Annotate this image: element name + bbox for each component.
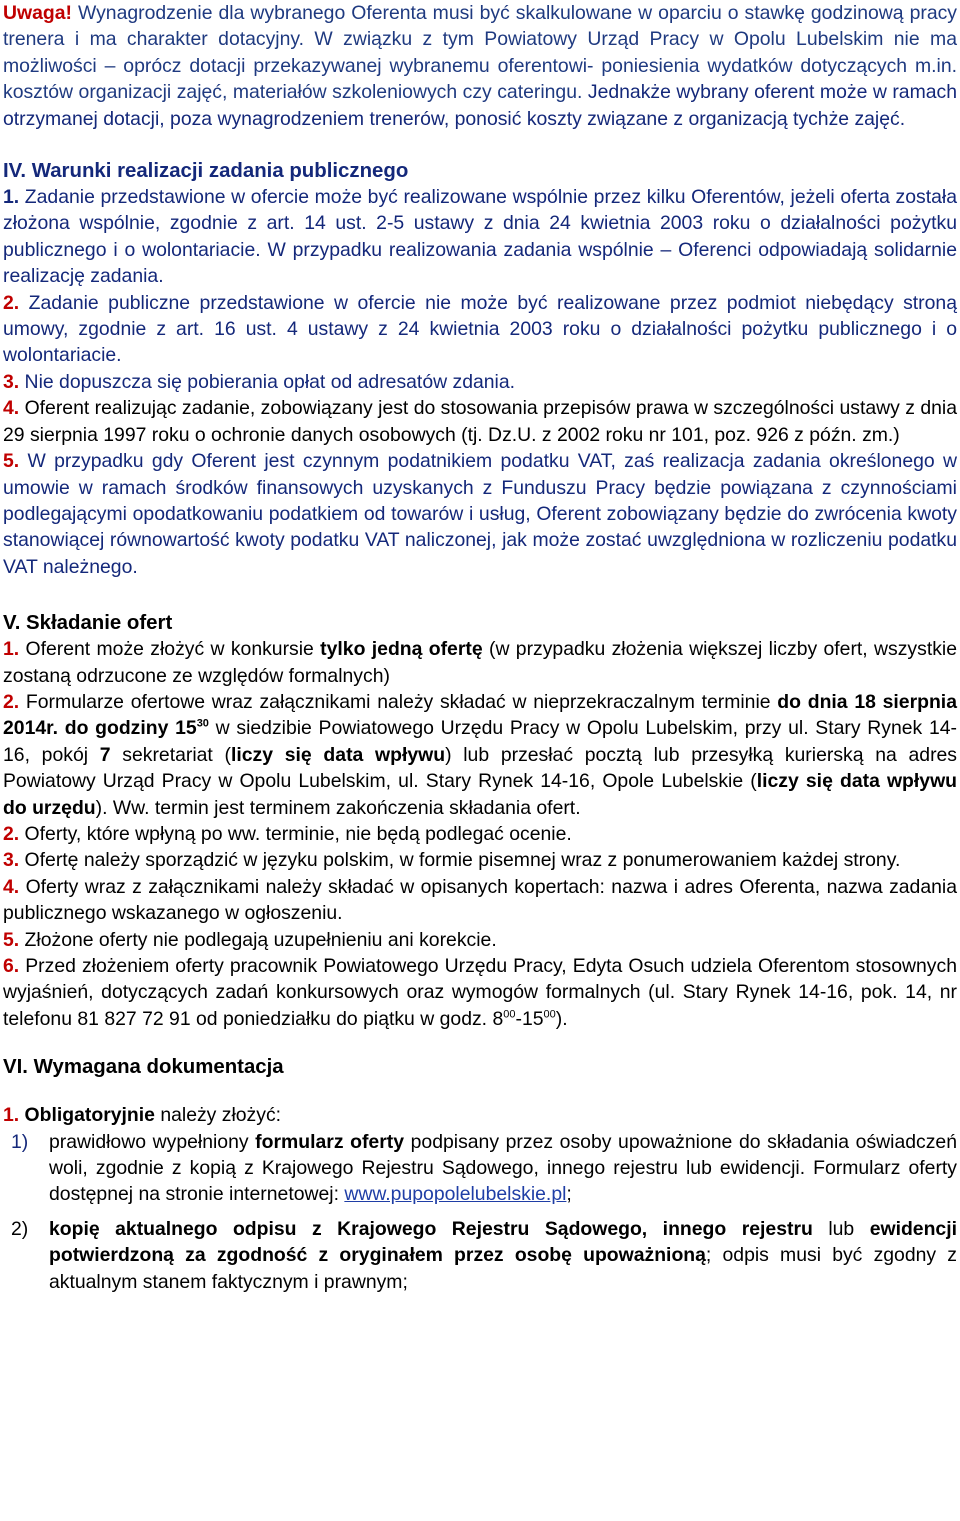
item-emphasis: Obligatoryjnie xyxy=(19,1104,155,1127)
item-number: 1. xyxy=(3,1104,20,1127)
item-text: ; xyxy=(566,1183,572,1206)
item-number: 1. xyxy=(3,186,20,209)
item-number: 2. xyxy=(3,291,20,314)
section-iv-heading: IV. Warunki realizacji zadania publicznego xyxy=(3,160,409,183)
warning-label: Uwaga! xyxy=(3,2,72,24)
list-item xyxy=(3,1129,957,1208)
item-number: 4. xyxy=(3,397,20,420)
sec5-item-1 xyxy=(3,636,957,689)
item-emphasis: liczy się data wpływu xyxy=(231,743,446,766)
item-text: Oferty, które wpłyną po ww. terminie, nie będą podlegać ocenie. xyxy=(19,822,572,845)
intro-text-2: Jednakże wybrany oferent może w ramach otrzymanej dotacji, poza wynagrodzeniem trenerów, ponosić koszty związane z organizacją tychże zajęć. xyxy=(3,81,958,130)
list-item xyxy=(3,1216,957,1295)
item-emphasis: ewidencji potwierdzoną za zgodność z oryginałem przez osobę upoważnioną xyxy=(49,1217,957,1267)
item-text: W przypadku gdy Oferent jest czynnym podatnikiem podatku VAT, zaś realizacja zadania określonego w umowie w ramach środków finansowych uzyskanych z Funduszu Pracy będzie powiązana z czynnościami podlegającymi opodatkowaniu podatkiem od towarów i usług, Oferent zobowiązany będzie do zwrócenia kwoty stanowiącej równowartość kwoty podatku VAT naliczonej, jak może zostać uwzględniona w rozliczeniu podatku VAT należnego. xyxy=(3,450,957,578)
sec5-item-4 xyxy=(3,874,957,927)
intro-text-1: Wynagrodzenie dla wybranego Oferenta musi być skalkulowane w oparciu o stawkę godzinową pracy trenera i ma charakter dotacyjny. W związku z tym Powiatowy Urząd Pracy w Opolu Lubelskim nie ma możliwości – oprócz dotacji przekazywanej wybranemu oferentowi- poniesienia wydatków dotyczących m.in. kosztów organizacji zajęć, materiałów szkoleniowych czy cateringu. xyxy=(3,2,957,104)
section-vi-heading: VI. Wymagana dokumentacja xyxy=(3,1056,284,1079)
item-text: Oferent może złożyć w konkursie xyxy=(19,638,321,661)
item-number: 1. xyxy=(3,638,20,661)
sec5-item-5 xyxy=(3,927,957,953)
sec4-item-3 xyxy=(3,369,957,395)
item-number: 6. xyxy=(3,955,20,977)
item-text: należy złożyć: xyxy=(154,1104,282,1127)
item-number: 2. xyxy=(3,690,20,713)
item-text: ). xyxy=(555,1007,568,1030)
sec5-item-2b xyxy=(3,821,957,847)
deadline-hour: do godziny 15 xyxy=(64,717,197,740)
item-text: Przed złożeniem oferty pracownik Powiatowego Urzędu Pracy, Edyta Osuch udziela Oferentom stosownych wyjaśnień, dotyczących zadań konkursowych oraz wymogów formalnych (ul. Stary Rynek 14-16, pok. 14, nr telefonu 81 827 72 91 od poniedziałku do piątku w godz. 8 xyxy=(3,955,957,1030)
item-text: lub xyxy=(812,1217,870,1240)
deadline-minutes: 30 xyxy=(196,717,209,730)
list-number: 1) xyxy=(11,1130,29,1153)
spacer xyxy=(3,132,957,158)
item-text: Oferty wraz z załącznikami należy składać w opisanych kopertach: nazwa i adres Oferenta, nazwa zadania publicznego wskazanego w ogłoszeniu. xyxy=(3,875,957,925)
deadline-date: do dnia 18 sierpnia 2014r. xyxy=(3,690,957,740)
item-text: Złożone oferty nie podlegają uzupełnieniu ani korekcie. xyxy=(19,928,497,951)
item-text: sekretariat ( xyxy=(110,743,231,766)
item-text: Nie dopuszcza się pobierania opłat od adresatów zdania. xyxy=(19,370,516,393)
list-number: 2) xyxy=(11,1217,29,1240)
item-text: ; odpis musi być zgodny z aktualnym stanem faktycznym i prawnym; xyxy=(49,1244,957,1293)
hour-sup: 00 xyxy=(543,1008,556,1021)
section-v-heading: V. Składanie ofert xyxy=(3,612,173,635)
item-emphasis: liczy się data wpływu do urzędu xyxy=(3,770,958,819)
item-number: 3. xyxy=(3,370,20,393)
room-number: 7 xyxy=(99,743,111,766)
item-text: podpisany przez osoby upoważnione do składania oświadczeń woli, zgodnie z kopią z Krajowego Rejestru Sądowego, innego rejestru lub ewidencji. Formularz oferty dostępnej na stronie internetowej: xyxy=(49,1130,957,1206)
item-text: -15 xyxy=(515,1007,544,1030)
item-text: w siedzibie Powiatowego Urzędu Pracy w Opolu Lubelskim, przy ul. Stary Rynek 14-16, pokój xyxy=(3,717,957,766)
sec6-item-1 xyxy=(3,1102,957,1128)
spacer xyxy=(3,1080,957,1102)
item-text: ) lub przesłać pocztą lub przesyłką kurierską na adres Powiatowy Urząd Pracy w Opolu Lubelskim, ul. Stary Rynek 14-16, Opole Lubelskie ( xyxy=(3,743,958,793)
sec5-item-2 xyxy=(3,689,957,821)
spacer xyxy=(3,580,957,610)
item-number: 4. xyxy=(3,875,20,898)
item-text: ). Ww. termin jest terminem zakończenia składania ofert. xyxy=(95,796,581,819)
item-number: 2. xyxy=(3,822,20,845)
item-text: Ofertę należy sporządzić w języku polskim, w formie pisemnej wraz z ponumerowaniem każdej strony. xyxy=(19,849,901,872)
sec4-item-1 xyxy=(3,184,957,290)
item-emphasis: tylko jedną ofertę xyxy=(320,638,483,661)
item-emphasis: formularz oferty xyxy=(255,1130,405,1153)
website-link[interactable]: www.pupopolelubelskie.pl xyxy=(344,1183,567,1206)
item-text: Formularze ofertowe wraz załącznikami należy składać w nieprzekraczalnym terminie xyxy=(19,690,778,713)
item-text: Oferent realizując zadanie, zobowiązany jest do stosowania przepisów prawa w szczególności ustawy z dnia 29 sierpnia 1997 roku o ochronie danych osobowych (tj. Dz.U. z 2002 roku nr 101, poz. 926 z późn. zm.) xyxy=(3,397,957,446)
sec5-item-3 xyxy=(3,847,957,873)
item-text: (w przypadku złożenia większej liczby ofert, wszystkie zostaną odrzucone ze względów formalnych) xyxy=(3,638,957,687)
item-text xyxy=(58,717,65,739)
hour-sup: 00 xyxy=(503,1008,516,1021)
sec4-item-4 xyxy=(3,395,957,448)
item-text: Zadanie publiczne przedstawione w ofercie nie może być realizowane przez podmiot niebędący stroną umowy, zgodnie z art. 16 ust. 4 ustawy z 24 kwietnia 2003 roku o działalności pożytku publicznego i o wolontariacie. xyxy=(3,291,957,367)
sec5-item-6 xyxy=(3,953,957,1032)
required-documents-list xyxy=(3,1129,957,1295)
sec4-item-2 xyxy=(3,290,957,369)
spacer xyxy=(3,1032,957,1054)
item-number: 5. xyxy=(3,450,20,473)
intro-paragraph xyxy=(3,0,957,132)
item-number: 5. xyxy=(3,928,20,951)
sec4-item-5 xyxy=(3,448,957,580)
item-text: Zadanie przedstawione w ofercie może być realizowane wspólnie przez kilku Oferentów, jeżeli oferta została złożona wspólnie, zgodnie z art. 14 ust. 2-5 ustawy z dnia 24 kwietnia 2003 roku o działalności pożytku publicznego i o wolontariacie. W przypadku realizowania zadania wspólnie – Oferenci odpowiadają solidarnie realizację zadania. xyxy=(3,186,957,288)
item-text: prawidłowo wypełniony xyxy=(49,1130,256,1153)
item-emphasis: kopię aktualnego odpisu z Krajowego Rejestru Sądowego, innego rejestru xyxy=(49,1217,813,1240)
item-number: 3. xyxy=(3,849,20,872)
